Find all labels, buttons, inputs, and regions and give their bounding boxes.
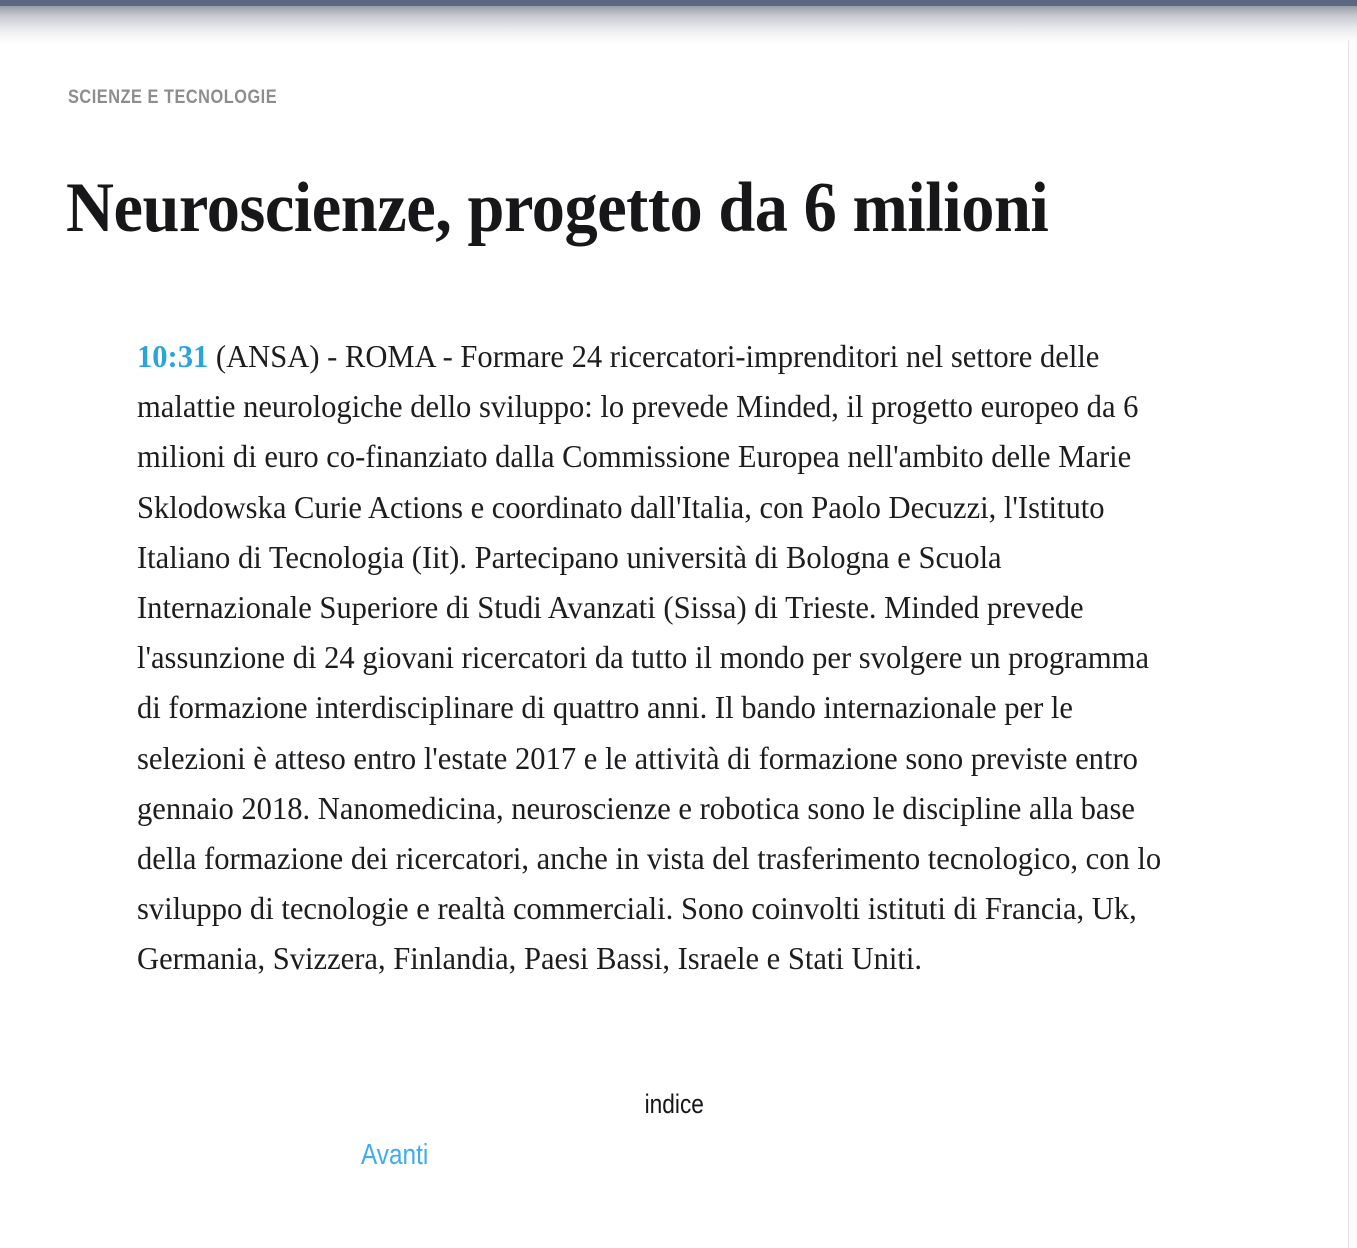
article-kicker: SCIENZE E TECNOLOGIE — [68, 87, 278, 108]
article-paragraph-text: (ANSA) - ROMA - Formare 24 ricercatori-imprenditori nel settore delle malattie neurologiche dello sviluppo: lo prevede Minded, il progetto europeo da 6 milioni di euro co-finanziato dalla Commissione Europea nell'ambito delle Marie Sklodowska Curie Actions e coordinato dall'Italia, con Paolo Decuzzi, l'Istituto Italiano di Tecnologia (Iit). Partecipano università di Bologna e Scuola Internazionale Superiore di Studi Avanzati (Sissa) di Trieste. Minded prevede l'assunzione di 24 giovani ricercatori da tutto il mondo per svolgere un programma di formazione interdisciplinare di quattro anni. Il bando internazionale per le selezioni è atteso entro l'estate 2017 e le attività di formazione sono previste entro gennaio 2018. Nanomedicina, neuroscienze e robotica sono le discipline alla base della formazione dei ricercatori, anche in vista del trasferimento tecnologico, con lo sviluppo di tecnologie e realtà commerciali. Sono coinvolti istituti di Francia, Uk, Germania, Svizzera, Finlandia, Paesi Bassi, Israele e Stati Uniti. — [137, 338, 1162, 977]
index-link-row — [0, 1089, 1348, 1120]
article-paragraph — [137, 331, 1178, 984]
index-link[interactable]: indice — [644, 1089, 704, 1119]
next-page-link[interactable]: Avanti — [361, 1139, 429, 1171]
article-timestamp: 10:31 — [137, 338, 209, 374]
page-title: Neuroscienze, progetto da 6 milioni — [66, 168, 1049, 247]
top-gradient-strip — [0, 6, 1357, 44]
page-right-gutter — [1349, 40, 1357, 1248]
article-body — [137, 331, 1227, 984]
